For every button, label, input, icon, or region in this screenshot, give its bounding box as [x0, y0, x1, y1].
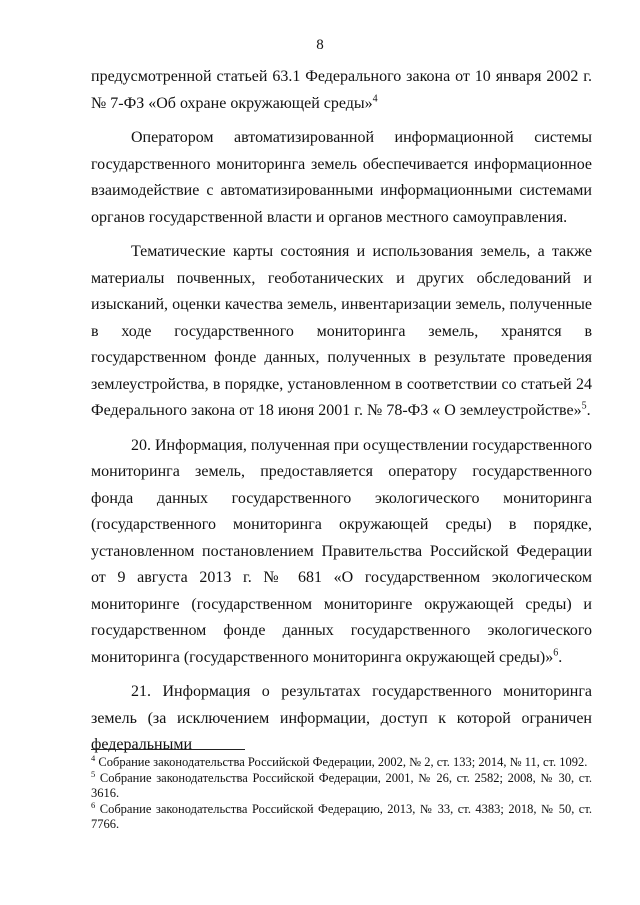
footnote-text: Собрание законодательства Российской Федерации, 2002, № 2, ст. 133; 2014, № 11, ст. 1092.: [98, 755, 588, 769]
paragraph-operator: [91, 125, 592, 231]
paragraph-continuation: [91, 64, 592, 117]
footnote-reference: 6: [553, 647, 559, 659]
footnote-mark: 4: [91, 752, 96, 763]
paragraph-thematic-maps: [91, 239, 592, 425]
footnote-separator: [91, 749, 245, 750]
paragraph-text: Тематические карты состояния и использования земель, а также материалы почвенных, геоботанических и других обследований и изысканий, оценки качества земель, инвентаризации земель, полученные в ходе государственного мониторинга земель, хранятся в государственном фонде данных, полученных в результате проведения землеустройства, в порядке, установленном в соответствии со статьей 24 Федерального закона от 18 июня 2001 г. № 78-ФЗ « О землеустройстве»: [91, 243, 592, 419]
paragraph-text: 21. Информация о результатах государственного мониторинга земель (за исключением информации, доступ к которой ограничен федеральными: [91, 683, 592, 753]
paragraph-20: [91, 433, 592, 672]
document-body: [91, 64, 592, 759]
paragraph-text: Оператором автоматизированной информационной системы государственного мониторинга земель обеспечивается информационное взаимодействие с автоматизированными информационными системами органов государственной власти и органов местного самоуправления.: [91, 129, 592, 226]
footnote-text: Собрание законодательства Российской Федерацию, 2013, № 33, ст. 4383; 2018, № 50, ст. 7766.: [91, 801, 593, 831]
paragraph-tail: .: [558, 648, 563, 666]
paragraph-tail: .: [586, 402, 591, 419]
footnotes: [91, 752, 593, 833]
paragraph-21: [91, 679, 592, 759]
page-number: 8: [316, 37, 324, 53]
footnote-mark: 6: [91, 799, 96, 810]
footnote-5: [91, 768, 593, 802]
paragraph-text: 20. Информация, полученная при осуществлении государственного мониторинга земель, предоставляется оператору государственного фонда данных государственного экологического мониторинга (государственного мониторинга окружающей среды) в порядке, установленном постановлением Правительства Российской Федерации от 9 августа 2013 г. № 681 «О государственном экологическом мониторинге (государственном мониторинге окружающей среды) и государственном фонде данных государственного экологического мониторинга (государственного мониторинга окружающей среды)»: [91, 436, 592, 666]
paragraph-text: предусмотренной статьей 63.1 Федерального закона от 10 января 2002 г. № 7-ФЗ «Об охране окружающей среды»: [91, 68, 592, 112]
footnote-reference: 4: [372, 93, 378, 105]
footnote-mark: 5: [91, 768, 96, 779]
footnote-reference: 5: [581, 400, 587, 412]
footnote-4: [91, 752, 592, 771]
footnote-6: [91, 799, 593, 833]
footnote-text: Собрание законодательства Российской Федерации, 2001, № 26, ст. 2582; 2008, № 30, ст. 3616.: [91, 770, 593, 800]
